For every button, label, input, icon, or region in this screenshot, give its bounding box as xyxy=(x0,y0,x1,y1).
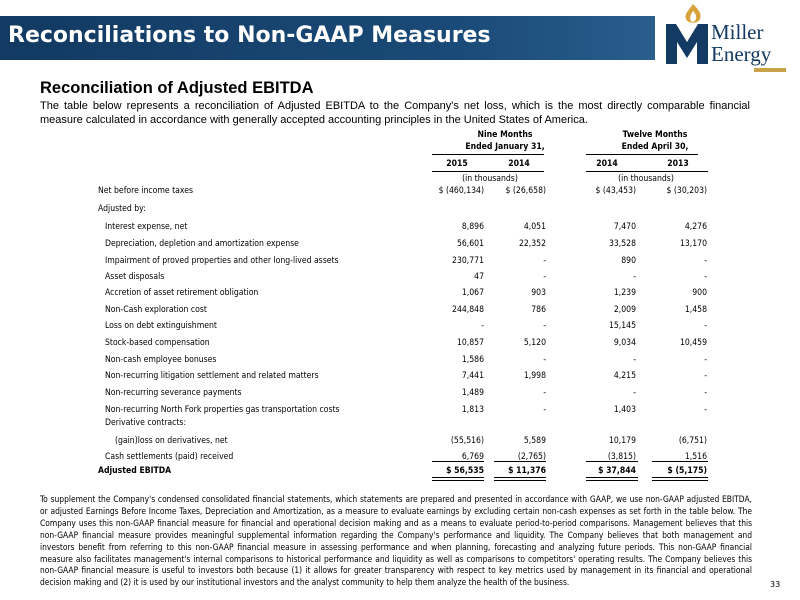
page-number: 33 xyxy=(770,580,781,589)
section-heading: Reconciliation of Adjusted EBITDA xyxy=(40,79,314,97)
table-cell: 230,771 xyxy=(452,256,484,266)
table-cell: $ (460,134) xyxy=(438,186,484,196)
header-rule xyxy=(432,154,544,155)
column-group-twelve-months: Twelve Months xyxy=(622,130,688,140)
subtotal-rule xyxy=(652,461,708,462)
table-cell: 8,896 xyxy=(461,222,484,232)
table-cell: 1,998 xyxy=(523,371,546,381)
table-cell: $ 56,535 xyxy=(446,466,484,476)
logo-word-energy: Energy xyxy=(711,42,772,66)
row-label: Asset disposals xyxy=(105,272,165,282)
row-label: Cash settlements (paid) received xyxy=(105,452,234,462)
table-cell: 2,009 xyxy=(613,305,636,315)
table-cell: 47 xyxy=(474,272,484,282)
row-label: (gain)loss on derivatives, net xyxy=(115,436,228,446)
table-cell: 244,848 xyxy=(452,305,484,315)
table-cell: (6,751) xyxy=(678,436,707,446)
table-cell: (55,516) xyxy=(450,436,484,446)
table-cell: - xyxy=(543,355,546,365)
row-label: Adjusted by: xyxy=(98,204,146,214)
table-cell: 9,034 xyxy=(613,338,636,348)
table-cell: 903 xyxy=(531,288,546,298)
row-label: Adjusted EBITDA xyxy=(98,466,172,476)
subtotal-rule xyxy=(432,461,484,462)
table-cell: 1,516 xyxy=(684,452,707,462)
column-group-twelve-months-period: Ended April 30, xyxy=(621,142,689,152)
row-label: Non-recurring North Fork properties gas transportation costs xyxy=(105,405,340,415)
table-cell: 13,170 xyxy=(679,239,707,249)
table-cell: 6,769 xyxy=(461,452,484,462)
table-cell: 10,857 xyxy=(456,338,484,348)
table-cell: (3,815) xyxy=(607,452,636,462)
table-cell: 786 xyxy=(531,305,546,315)
row-label: Interest expense, net xyxy=(105,222,188,232)
subtotal-rule xyxy=(586,461,638,462)
table-cell: 56,601 xyxy=(456,239,484,249)
table-cell: 1,489 xyxy=(461,388,484,398)
year-header: 2013 xyxy=(667,159,689,169)
table-cell: 7,470 xyxy=(613,222,636,232)
table-cell: 4,215 xyxy=(613,371,636,381)
total-double-rule xyxy=(652,477,708,481)
row-label: Non-cash employee bonuses xyxy=(105,355,217,365)
row-label: Non-Cash exploration cost xyxy=(105,305,207,315)
table-cell: 4,051 xyxy=(523,222,546,232)
column-group-nine-months: Nine Months xyxy=(477,130,533,140)
table-cell: - xyxy=(543,405,546,415)
table-cell: - xyxy=(704,388,707,398)
intro-paragraph: The table below represents a reconciliation of Adjusted EBITDA to the Company's net loss, which is the most directly comparable financial measure calculated in accordance with generally accepted accounting principles in the United States of America. xyxy=(40,100,750,126)
year-rule xyxy=(586,171,708,172)
units-label: (in thousands) xyxy=(462,174,518,184)
table-cell: 890 xyxy=(621,256,636,266)
header-rule xyxy=(586,154,698,155)
year-header: 2014 xyxy=(596,159,618,169)
row-label: Depreciation, depletion and amortization expense xyxy=(105,239,299,249)
table-cell: 900 xyxy=(692,288,707,298)
table-cell: - xyxy=(633,388,636,398)
table-cell: - xyxy=(633,355,636,365)
table-cell: - xyxy=(704,371,707,381)
table-cell: $ 37,844 xyxy=(598,466,636,476)
table-cell: - xyxy=(543,321,546,331)
table-cell: - xyxy=(543,388,546,398)
total-double-rule xyxy=(432,477,484,481)
table-cell: - xyxy=(481,321,484,331)
table-cell: - xyxy=(633,272,636,282)
year-header: 2015 xyxy=(446,159,468,169)
table-cell: - xyxy=(704,405,707,415)
row-label: Accretion of asset retirement obligation xyxy=(105,288,259,298)
year-rule xyxy=(432,171,544,172)
table-cell: - xyxy=(543,256,546,266)
table-cell: 33,528 xyxy=(608,239,636,249)
table-cell: 10,179 xyxy=(608,436,636,446)
table-cell: 1,813 xyxy=(461,405,484,415)
table-cell: 1,586 xyxy=(461,355,484,365)
table-cell: - xyxy=(704,321,707,331)
subtotal-rule xyxy=(494,461,546,462)
row-label: Derivative contracts: xyxy=(105,418,187,428)
table-cell: $ (43,453) xyxy=(595,186,636,196)
row-label: Non-recurring severance payments xyxy=(105,388,242,398)
table-cell: 1,067 xyxy=(461,288,484,298)
logo-word-miller: Miller xyxy=(711,20,764,44)
table-cell: 1,458 xyxy=(684,305,707,315)
table-cell: 5,589 xyxy=(523,436,546,446)
table-cell: $ (30,203) xyxy=(666,186,707,196)
total-double-rule xyxy=(494,477,546,481)
row-label: Impairment of proved properties and other long-lived assets xyxy=(105,256,339,266)
row-label: Stock-based compensation xyxy=(105,338,210,348)
table-cell: $ 11,376 xyxy=(508,466,546,476)
row-label: Net before income taxes xyxy=(98,186,193,196)
table-cell: - xyxy=(704,272,707,282)
row-label: Non-recurring litigation settlement and related matters xyxy=(105,371,319,381)
slide-title: Reconciliations to Non-GAAP Measures xyxy=(8,23,491,48)
table-cell: - xyxy=(704,355,707,365)
table-cell: 7,441 xyxy=(461,371,484,381)
table-cell: 1,403 xyxy=(613,405,636,415)
table-cell: 10,459 xyxy=(679,338,707,348)
table-cell: 4,276 xyxy=(684,222,707,232)
column-group-nine-months-period: Ended January 31, xyxy=(465,142,545,152)
table-cell: 15,145 xyxy=(608,321,636,331)
table-cell: - xyxy=(704,256,707,266)
table-cell: $ (26,658) xyxy=(505,186,546,196)
table-cell: 1,239 xyxy=(613,288,636,298)
table-cell: $ (5,175) xyxy=(667,466,707,476)
table-cell: 5,120 xyxy=(523,338,546,348)
table-cell: - xyxy=(543,272,546,282)
table-cell: (2,765) xyxy=(517,452,546,462)
row-label: Loss on debt extinguishment xyxy=(105,321,217,331)
total-double-rule xyxy=(586,477,638,481)
units-label: (in thousands) xyxy=(618,174,674,184)
year-header: 2014 xyxy=(508,159,530,169)
table-cell: 22,352 xyxy=(518,239,546,249)
non-gaap-explanation: To supplement the Company's condensed consolidated financial statements, which statements are prepared and presented in accordance with GAAP, we use non-GAAP adjusted EBITDA, or adjusted Earnings Before Income Taxes, Depreciation and Amortization, as a measure to evaluate earnings by excluding certain non-cash expenses as set forth in the table below. The Company uses this non-GAAP financial measure for financial and operational decision making and as a means to evaluate period-to-period comparisons. Management believes that this non-GAAP financial measure provides meaningful supplemental information regarding the Company's performance and liquidity. The Company believes that both management and investors benefit from referring to this non-GAAP financial measure in assessing performance and when planning, forecasting and analyzing future periods. This non-GAAP financial measure also facilitates management's internal comparisons to historical performance and liquidity as well as comparisons to competitors' operating results. The Company believes this non-GAAP financial measure is useful to investors both because (1) it allows for greater transparency with respect to key metrics used by management in its financial and operational decision making and (2) it is used by our institutional investors and the analyst community to help them analyze the health of the business. xyxy=(40,494,752,588)
